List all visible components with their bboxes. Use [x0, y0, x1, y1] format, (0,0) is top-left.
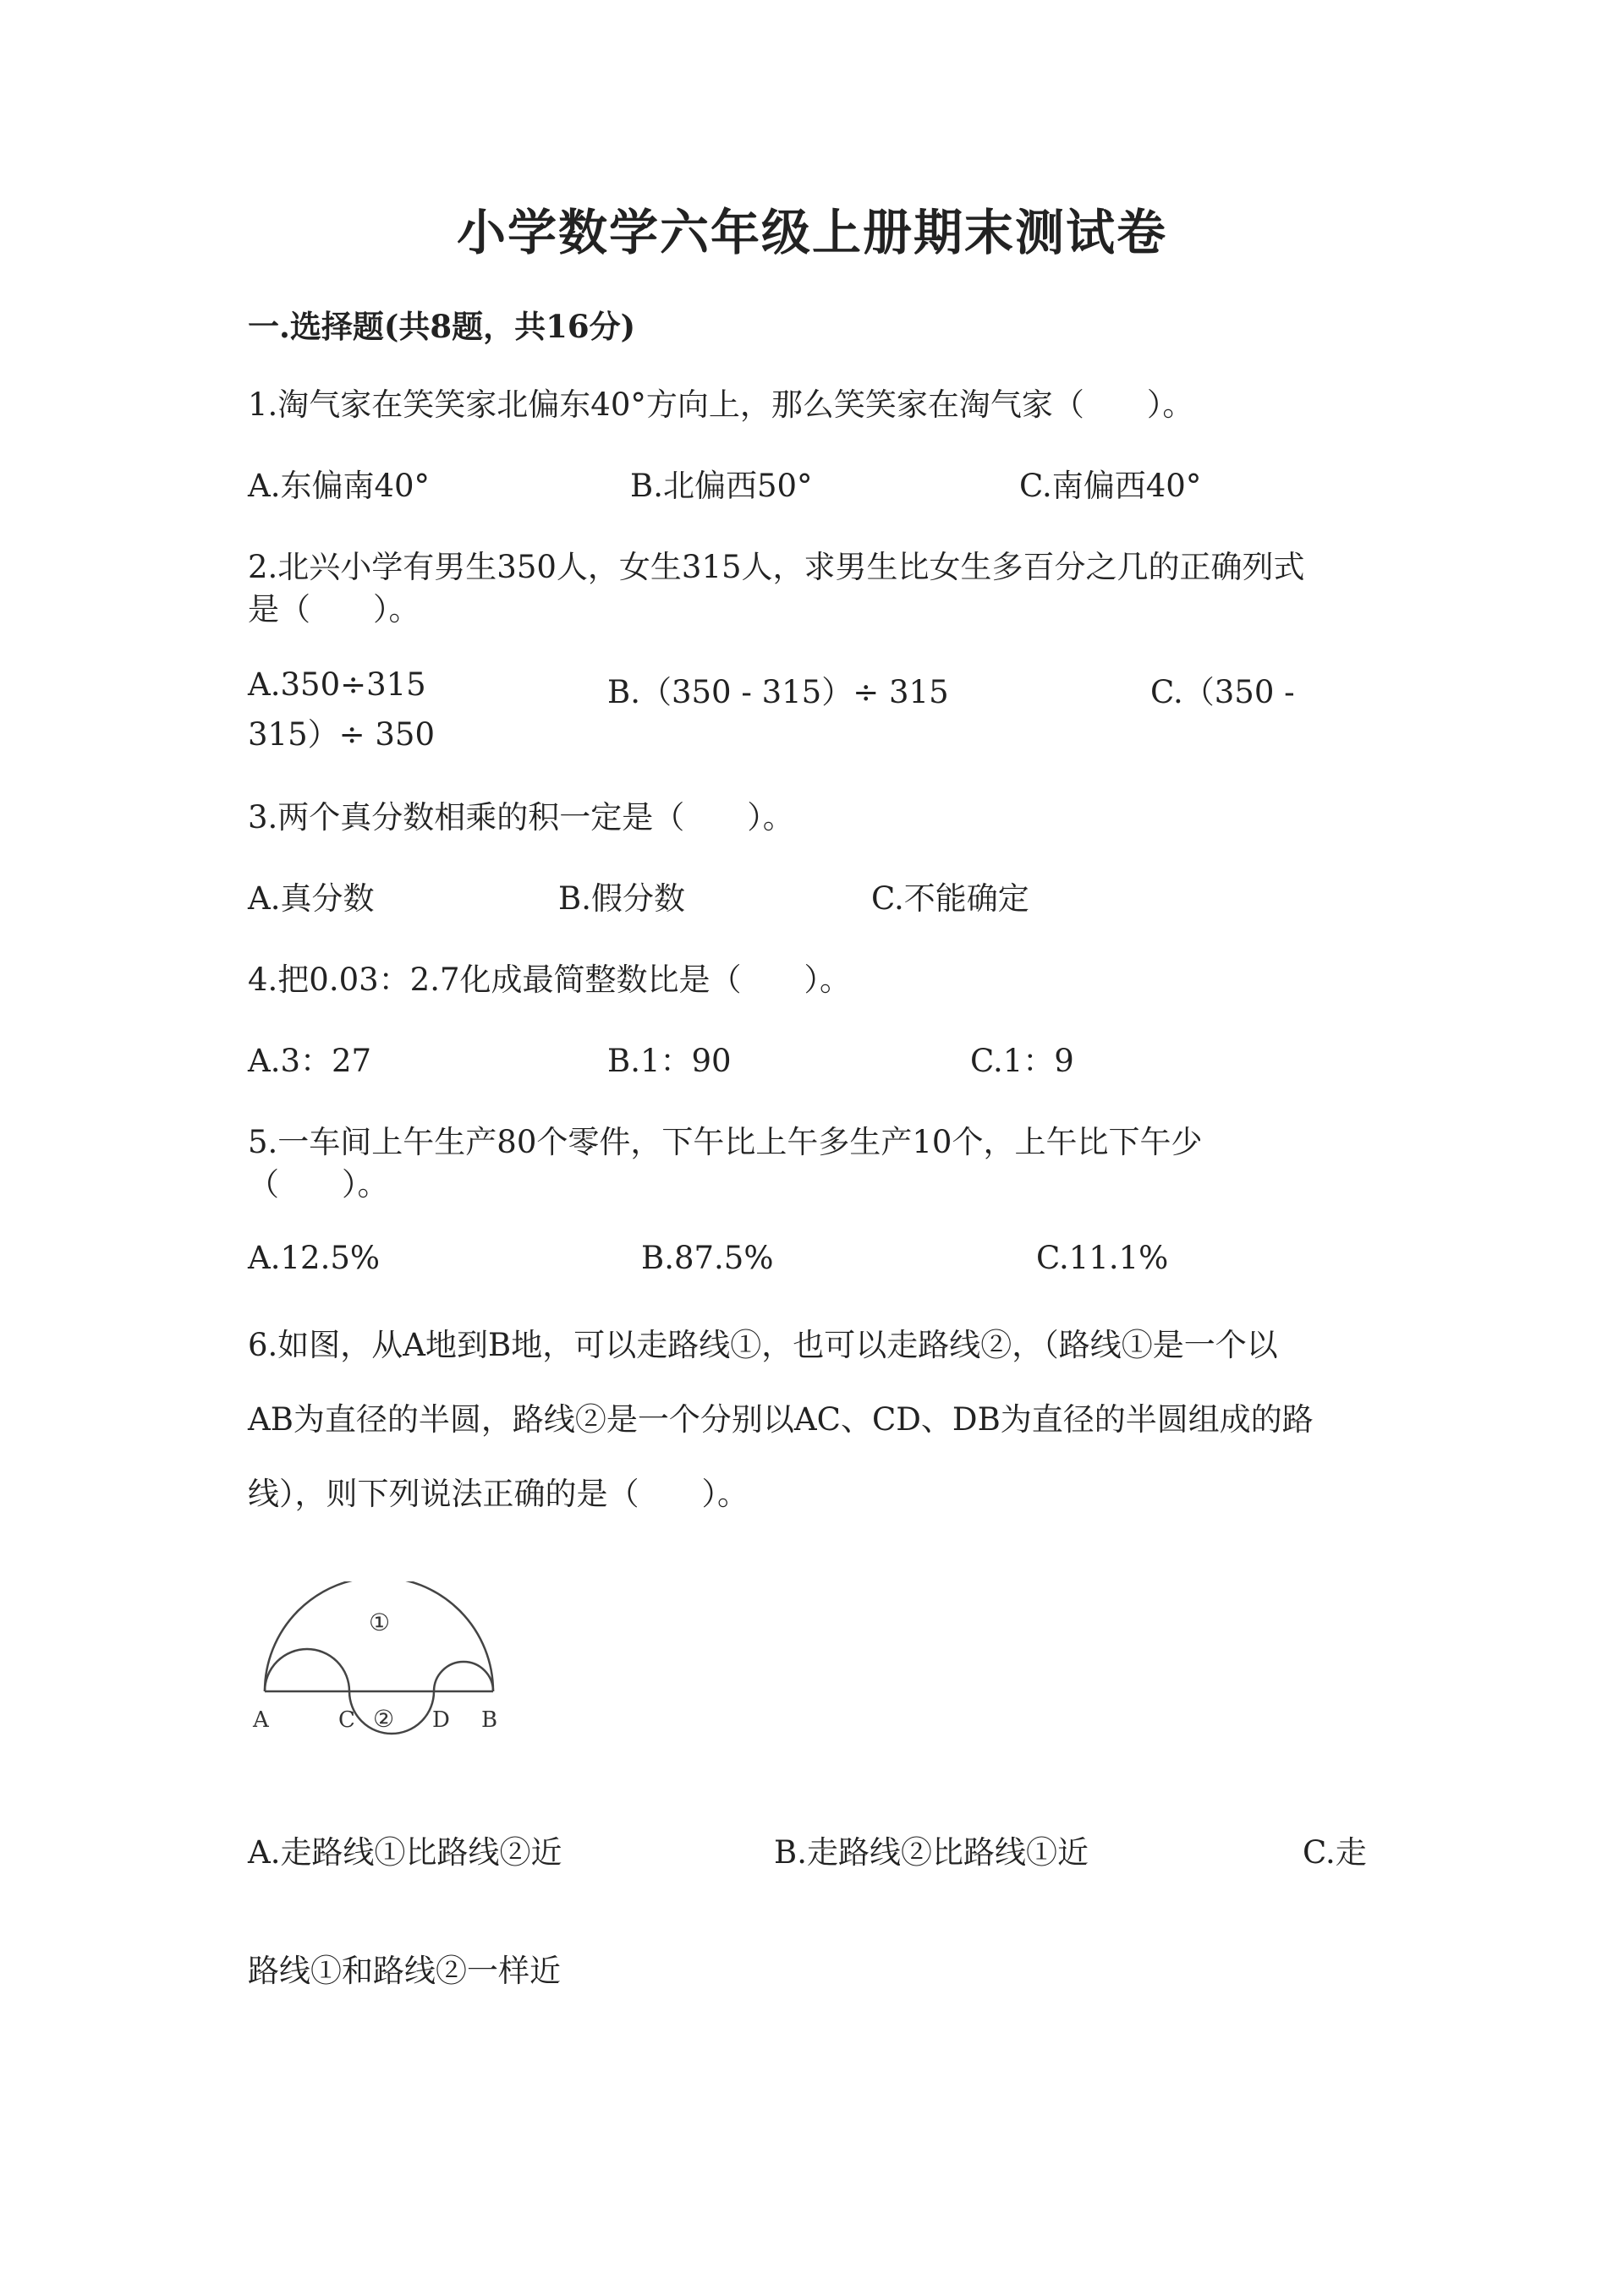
question-5-option-a[interactable]: A.12.5% [248, 1240, 381, 1276]
question-2-option-c[interactable]: C.（350 - [1150, 674, 1295, 710]
question-6-option-c[interactable]: C.走 [1303, 1834, 1367, 1871]
question-2-text-line-2: 是（ ）。 [248, 591, 420, 627]
question-6-text-line-2: AB为直径的半圆，路线②是一个分别以AC、CD、DB为直径的半圆组成的路 [248, 1401, 1314, 1438]
question-1-option-c[interactable]: C.南偏西40° [1019, 468, 1202, 504]
question-1-text: 1.淘气家在笑笑家北偏东40°方向上，那么笑笑家在淘气家（ ）。 [248, 386, 1194, 423]
route-1-label: ① [369, 1608, 391, 1636]
question-3-option-b[interactable]: B.假分数 [558, 880, 685, 917]
question-5-text-line-1: 5.一车间上午生产80个零件，下午比上午多生产10个，上午比下午少 [248, 1124, 1203, 1160]
question-4-option-b[interactable]: B.1：90 [607, 1043, 732, 1079]
route-1-arc [265, 1581, 493, 1691]
question-3-option-c[interactable]: C.不能确定 [871, 880, 1029, 917]
question-6-text-line-1: 6.如图，从A地到B地，可以走路线①，也可以走路线②，（路线①是一个以 [248, 1327, 1278, 1363]
section-heading: 一.选择题(共8题，共16分) [248, 308, 636, 345]
question-5-option-c[interactable]: C.11.1% [1036, 1240, 1169, 1276]
question-6-option-a[interactable]: A.走路线①比路线②近 [248, 1834, 562, 1871]
route-2-label: ② [373, 1705, 395, 1733]
question-6-option-b[interactable]: B.走路线②比路线①近 [774, 1834, 1089, 1871]
point-c-label: C [338, 1707, 355, 1733]
question-6-option-c-continued[interactable]: 路线①和路线②一样近 [248, 1953, 561, 1989]
question-5-text-line-2: （ ）。 [248, 1166, 389, 1203]
route-2-arc-ac [265, 1649, 349, 1691]
question-3-text: 3.两个真分数相乘的积一定是（ ）。 [248, 799, 794, 836]
point-d-label: D [432, 1707, 450, 1733]
question-2-option-a[interactable]: A.350÷315 [248, 666, 426, 703]
page-title: 小学数学六年级上册期末测试卷 [456, 204, 1167, 261]
question-5-option-b[interactable]: B.87.5% [641, 1240, 774, 1276]
question-4-option-c[interactable]: C.1：9 [970, 1043, 1074, 1079]
route-2-arc-db [434, 1662, 493, 1691]
question-3-option-a[interactable]: A.真分数 [248, 880, 375, 917]
point-b-label: B [481, 1707, 498, 1733]
question-1-option-b[interactable]: B.北偏西50° [630, 468, 813, 504]
question-2-option-c-continued[interactable]: 315）÷ 350 [248, 716, 436, 753]
point-a-label: A [253, 1707, 269, 1733]
question-4-option-a[interactable]: A.3：27 [248, 1043, 372, 1079]
question-2-option-b[interactable]: B.（350 - 315）÷ 315 [607, 674, 949, 710]
question-2-text-line-1: 2.北兴小学有男生350人，女生315人，求男生比女生多百分之几的正确列式 [248, 549, 1305, 585]
question-4-text: 4.把0.03：2.7化成最简整数比是（ ）。 [248, 962, 852, 998]
route-diagram-svg [248, 1581, 527, 1751]
route-diagram [248, 1581, 527, 1751]
question-1-option-a[interactable]: A.东偏南40° [248, 468, 431, 504]
question-6-text-line-3: 线），则下列说法正确的是（ ）。 [248, 1476, 749, 1512]
